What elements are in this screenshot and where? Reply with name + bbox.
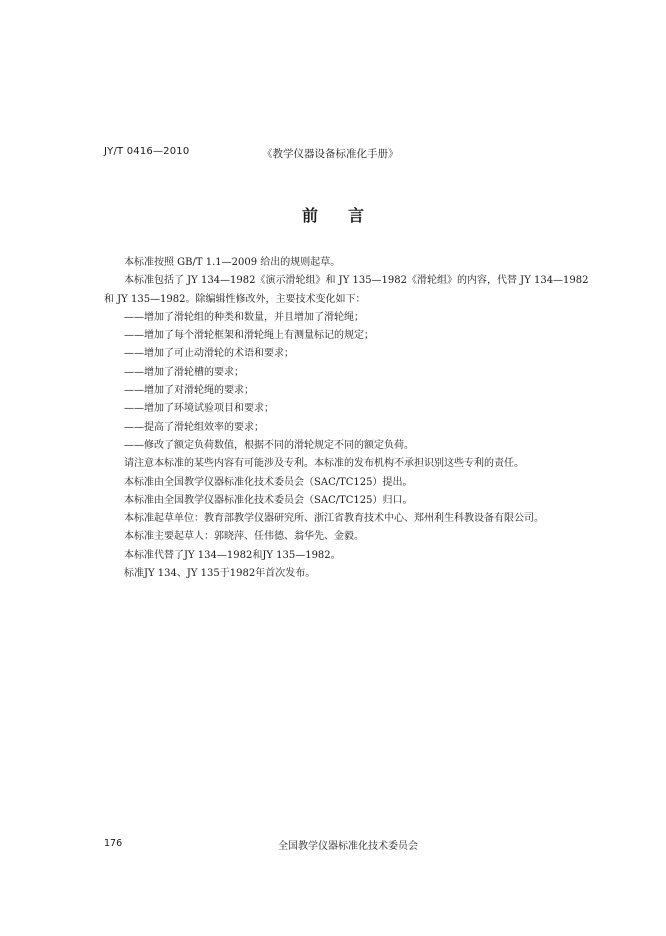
paragraph: 本标准按照 GB/T 1.1—2009 给出的规则起草。: [124, 257, 341, 268]
list-item: ——增加了可止动滑轮的术语和要求；: [124, 348, 294, 360]
foreword-body: [104, 254, 589, 583]
list-item: ——增加了环境试验项目和要求；: [124, 403, 274, 415]
book-title: 《教学仪器设备标准化手册》: [262, 148, 399, 160]
paragraph: 本标准由全国教学仪器标准化技术委员会（SAC/TC125）归口。: [124, 494, 413, 506]
paragraph: 本标准主要起草人：郭晓萍、任伟德、翁华先、金毅。: [124, 531, 364, 543]
paragraph: 本标准包括了 JY 134—1982《演示滑轮组》和 JY 135—1982《滑轮组》的内容，代替 JY 134—1982: [124, 275, 589, 287]
list-item: ——增加了滑轮组的种类和数量，并且增加了滑轮绳；: [124, 311, 364, 323]
page-number: 176: [104, 838, 123, 849]
list-item: ——修改了额定负荷数值，根据不同的滑轮规定不同的额定负荷。: [124, 439, 414, 451]
list-item: ——增加了每个滑轮框架和滑轮绳上有测量标记的规定；: [124, 330, 374, 342]
paragraph: 本标准起草单位：教育部教学仪器研究所、浙江省教育技术中心、郑州利生科教设备有限公司。: [124, 513, 544, 525]
list-item: ——增加了对滑轮绳的要求；: [124, 385, 254, 397]
standard-code: JY/T 0416—2010: [104, 146, 190, 157]
footer-organization: 全国教学仪器标准化技术委员会: [278, 841, 418, 852]
list-item: ——增加了滑轮槽的要求；: [124, 366, 244, 378]
list-item: ——提高了滑轮组效率的要求；: [124, 421, 264, 433]
paragraph: 本标准由全国教学仪器标准化技术委员会（SAC/TC125）提出。: [124, 476, 413, 488]
paragraph: 标准JY 134、JY 135于1982年首次发布。: [124, 568, 316, 580]
page-title: 前言: [301, 206, 394, 225]
paragraph: 和 JY 135—1982。除编辑性修改外，主要技术变化如下：: [104, 293, 366, 305]
paragraph: 请注意本标准的某些内容有可能涉及专利。本标准的发布机构不承担识别这些专利的责任。: [124, 458, 524, 470]
paragraph: 本标准代替了JY 134—1982和JY 135—1982。: [124, 549, 341, 561]
